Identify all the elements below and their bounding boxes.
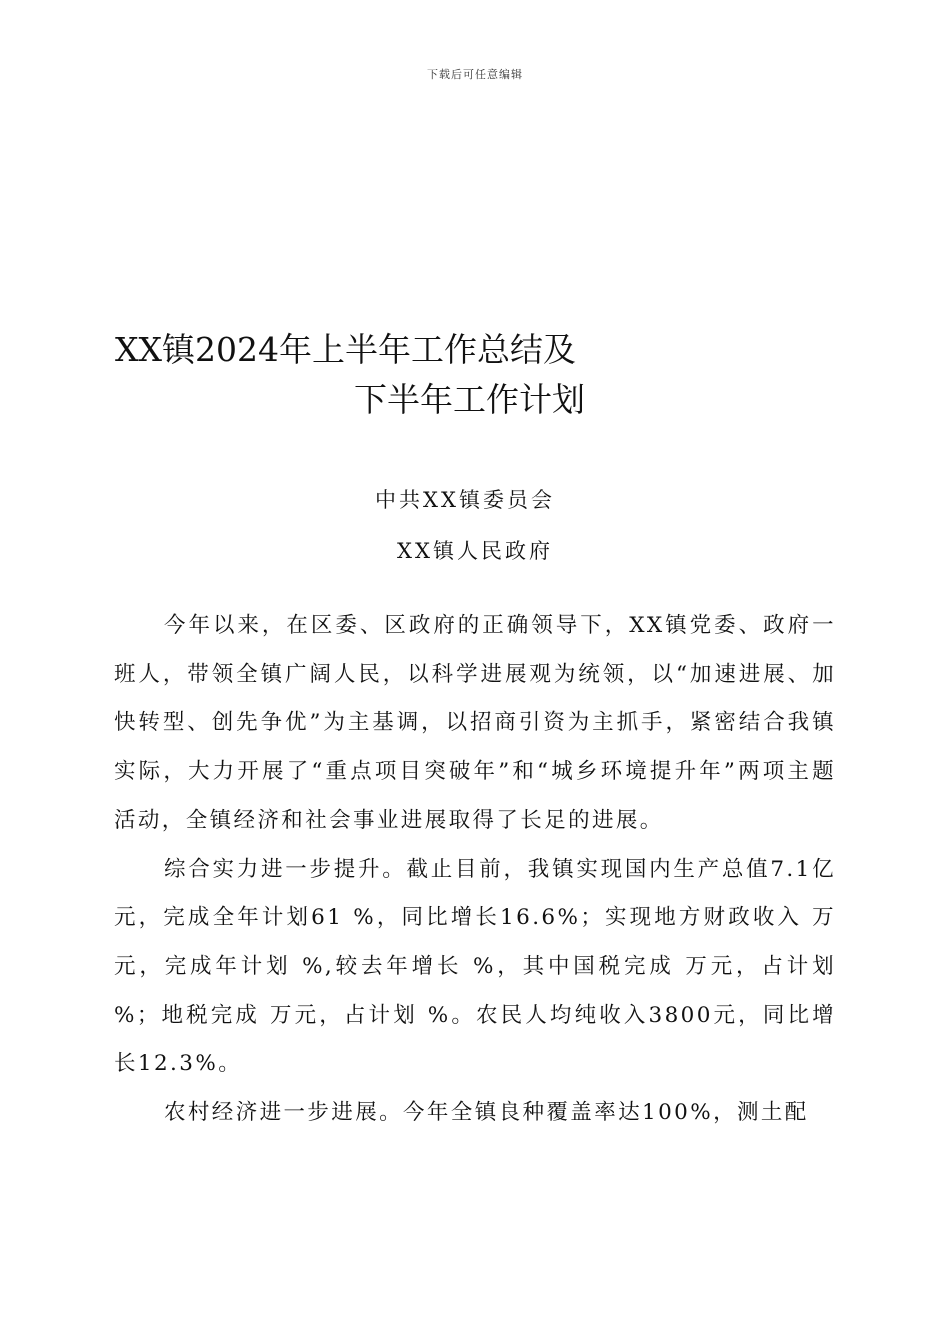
paragraph-rural-economy: 农村经济进一步进展。今年全镇良种覆盖率达100%，测土配	[164, 1100, 809, 1126]
issuer-party-committee: 中共XX镇委员会	[375, 488, 555, 512]
body-text	[114, 602, 836, 1138]
header-note: 下载后可任意编辑	[427, 68, 523, 81]
document-title-line-2: 下半年工作计划	[354, 380, 585, 419]
paragraph-intro: 今年以来，在区委、区政府的正确领导下，XX镇党委、政府一班人，带领全镇广阔人民，以科学进展观为统领，以“加速进展、加快转型、创先争优”为主基调，以招商引资为主抓手，紧密结合我镇实际，大力开展了“重点项目突破年”和“城乡环境提升年”两项主题活动，全镇经济和社会事业进展取得了长足的进展。	[114, 613, 836, 833]
document-title-line-1: XX镇2024年上半年工作总结及	[115, 330, 576, 369]
issuer-town-government: XX镇人民政府	[397, 539, 553, 563]
paragraph-overall-strength: 综合实力进一步提升。截止目前，我镇实现国内生产总值7.1亿元，完成全年计划61 %，同比增长16.6%；实现地方财政收入 万元，完成年计划 %,较去年增长 %，其中国税完成 万元，占计划 %；地税完成 万元，占计划 %。农民人均纯收入3800元，同比增长12.3%。	[114, 856, 836, 1077]
